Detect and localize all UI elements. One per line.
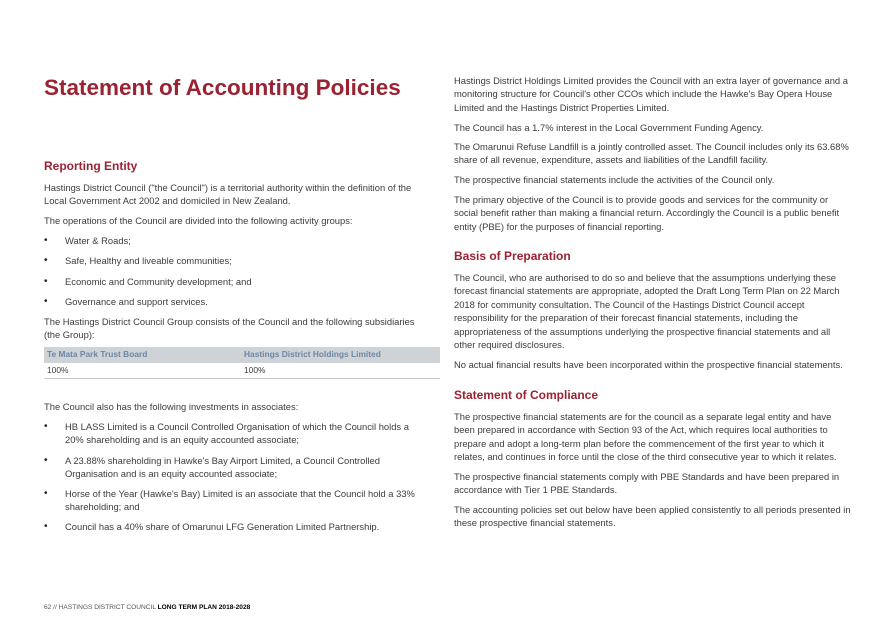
activities-paragraph: The prospective financial statements include the activities of the Council only.: [454, 174, 775, 185]
reporting-entity-paragraph-2: The operations of the Council are divided into the following activity groups:: [44, 215, 353, 226]
basis-of-preparation-heading: Basis of Preparation: [454, 249, 571, 263]
reporting-entity-paragraph-1: Hastings District Council ("the Council") is a territorial authority within the definition of the Local Government Act 2002 and domiciled in New Zealand.: [44, 182, 412, 207]
reporting-entity-heading: Reporting Entity: [44, 159, 138, 173]
table-header-cell: Te Mata Park Trust Board: [47, 349, 148, 360]
activity-item: • Safe, Healthy and liveable communities;: [44, 254, 428, 267]
compliance-paragraph-1: The prospective financial statements are for the council as a separate legal entity and have been prepared in accordance with Section 93 of the Act, which requires local authorities to prepare and adopt a long-term plan before the commencement of the first year to which it relates, and continues in force until the close of the third consecutive year to which it relates.: [454, 411, 837, 463]
holdings-paragraph: Hastings District Holdings Limited provides the Council with an extra layer of governance and a monitoring structure for Council's other CCOs which include the Hawke's Bay Opera House Limited and the Hastings District Properties Limited.: [454, 75, 848, 113]
table-cell: 100%: [47, 364, 69, 375]
associate-item: • Horse of the Year (Hawke's Bay) Limited is an associate that the Council hold a 33% shareholding; and: [44, 487, 428, 514]
page-title: Statement of Accounting Policies: [44, 75, 401, 100]
basis-paragraph-1: The Council, who are authorised to do so and believe that the assumptions underlying these forecast financial statements are appropriate, adopted the Draft Long Term Plan on 22 March 2018 for community consultation. The Council of the Hastings District Council accept responsibility for the preparation of their forecast financial statements, including the appropriateness of the assumptions underlying the prospective financial statements and all other required disclosures.: [454, 272, 840, 351]
table-header-cell: Hastings District Holdings Limited: [244, 349, 381, 360]
activity-item: • Water & Roads;: [44, 234, 428, 247]
table-row: [44, 363, 440, 379]
activity-item: • Governance and support services.: [44, 295, 428, 308]
associate-item: • A 23.88% shareholding in Hawke's Bay Airport Limited, a Council Controlled Organisation and is an equity accounted associate;: [44, 454, 428, 481]
associates-intro: The Council also has the following investments in associates:: [44, 401, 299, 412]
activity-item: • Economic and Community development; and: [44, 275, 428, 288]
compliance-paragraph-3: The accounting policies set out below have been applied consistently to all periods presented in these prospective financial statements.: [454, 504, 851, 529]
landfill-paragraph: The Omarunui Refuse Landfill is a jointly controlled asset. The Council includes only its 63.68% share of all revenue, expenditure, assets and liabilities of the Landfill facility.: [454, 141, 849, 166]
associate-item: • Council has a 40% share of Omarunui LFG Generation Limited Partnership.: [44, 520, 428, 533]
basis-paragraph-2: No actual financial results have been incorporated within the prospective financial statements.: [454, 359, 843, 370]
table-header-row: [44, 347, 440, 363]
footer-page-label: 62 // HASTINGS DISTRICT COUNCIL: [44, 604, 158, 611]
pbe-paragraph: The primary objective of the Council is to provide goods and services for the community or social benefit rather than making a financial return. Accordingly the Council is a public benefit entity (PBE) for the purposes of financial reporting.: [454, 194, 840, 232]
subsidiaries-table: [44, 347, 440, 379]
lgfa-paragraph: The Council has a 1.7% interest in the Local Government Funding Agency.: [454, 122, 764, 133]
page-footer: [44, 603, 250, 612]
footer-document-title: LONG TERM PLAN 2018-2028: [157, 604, 251, 611]
statement-of-compliance-heading: Statement of Compliance: [454, 388, 599, 402]
associate-item: • HB LASS Limited is a Council Controlled Organisation of which the Council holds a 20% shareholding and is an equity accounted associate;: [44, 420, 428, 447]
table-cell: 100%: [244, 364, 266, 375]
compliance-paragraph-2: The prospective financial statements comply with PBE Standards and have been prepared in accordance with Tier 1 PBE Standards.: [454, 471, 840, 496]
group-paragraph: The Hastings District Council Group consists of the Council and the following subsidiaries (the Group):: [44, 316, 415, 341]
